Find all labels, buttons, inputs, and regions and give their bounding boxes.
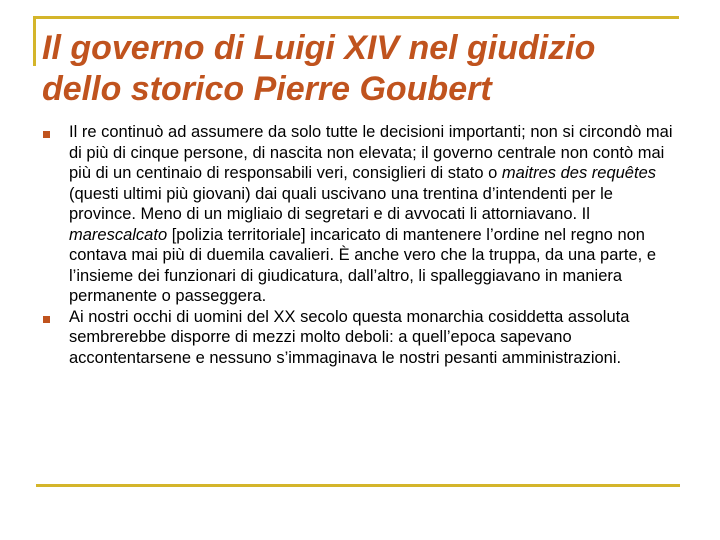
bullet-1-text-part-2: (questi ultimi più giovani) dai quali uscivano una trentina d’intendenti per le province. Meno di un migliaio di segretari e di avvocati li attorniavano. Il bbox=[69, 184, 613, 223]
bullet-2-text: Ai nostri occhi di uomini del XX secolo questa monarchia cosiddetta assoluta sembrerebbe disporre di mezzi molto deboli: a quell’epoca sapevano accontentarsene e nessuno s’immaginava le nostri pesanti amministrazioni. bbox=[69, 307, 630, 367]
slide-title: Il governo di Luigi XIV nel giudizio dello storico Pierre Goubert bbox=[42, 29, 596, 108]
bullet-1-italic-term-1: maitres des requêtes bbox=[501, 164, 656, 182]
bullet-item-2 bbox=[40, 307, 680, 369]
bullet-list bbox=[40, 122, 680, 368]
frame-left-rule bbox=[33, 16, 36, 66]
bullet-1-text-part-3: [polizia territoriale] incaricato di mantenere l’ordine nel regno non contava mai più di duemila cavalieri. È anche vero che la truppa, da una parte, e l’insieme dei funzionari di giudicatura, dall’altro, li spalleggiavano in maniera permanente o passeggera. bbox=[69, 225, 657, 305]
square-bullet-icon bbox=[43, 316, 50, 323]
bullet-1-text-part-1: Il re continuò ad assumere da solo tutte le decisioni importanti; non si circondò mai di più di cinque persone, di nascita non elevata; il governo centrale non contò mai più di un centinaio di responsabili veri, consiglieri di stato o bbox=[69, 123, 673, 182]
frame-top-rule bbox=[33, 16, 679, 19]
square-bullet-icon bbox=[43, 131, 50, 138]
bullet-item-1 bbox=[40, 122, 680, 307]
bullet-1-italic-term-2: marescalcato bbox=[69, 225, 168, 244]
frame-bottom-rule bbox=[36, 484, 680, 487]
